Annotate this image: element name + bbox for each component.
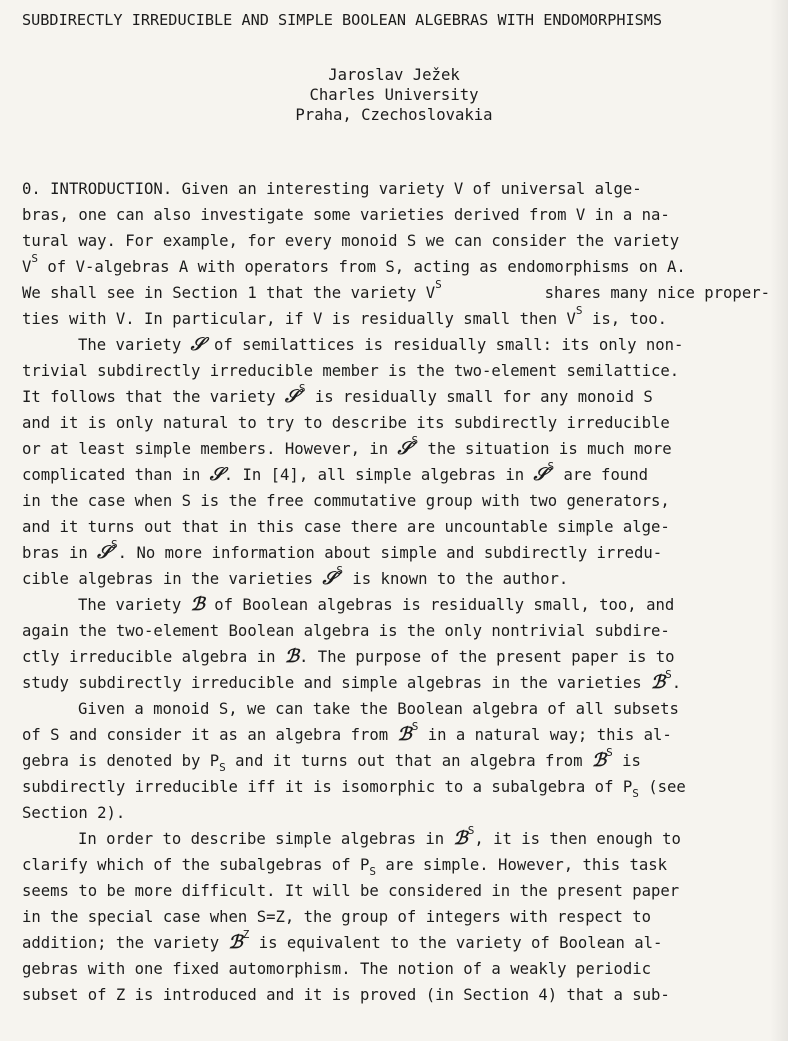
text-line: in the special case when S=Z, the group of integers with respect to	[22, 908, 652, 926]
semilattice-symbol: 𝒮	[209, 464, 224, 485]
text-line: cible algebras in the varieties 𝒮$^S$ is known to the author.	[22, 564, 569, 589]
semilattice-symbol: 𝒮	[284, 386, 299, 407]
text-line: Given a monoid S, we can take the Boolean algebra of all subsets	[78, 700, 679, 718]
author-block	[0, 65, 788, 125]
author-name: Jaroslav Ježek	[328, 66, 460, 84]
text-line: The variety ℬ of Boolean algebras is residually small, too, and	[78, 594, 675, 615]
text-line: ctly irreducible algebra in ℬ. The purpose of the present paper is to	[22, 646, 675, 667]
text-line: subset of Z is introduced and it is proved (in Section 4) that a sub-	[22, 986, 670, 1004]
text-line: We shall see in Section 1 that the variety $V^S$ shares many nice proper-	[22, 278, 770, 302]
text-line: It follows that the variety 𝒮$^S$ is residually small for any monoid S	[22, 382, 653, 407]
text-line: 0. INTRODUCTION. Given an interesting variety V of universal alge-	[22, 180, 642, 198]
text-line: $V^S$ of V-algebras A with operators from S, acting as endomorphisms on A.	[22, 252, 686, 276]
text-line: gebra is denoted by $P_S$ and it turns out that an algebra from ℬ$^S$ is	[22, 746, 641, 774]
boolean-symbol: ℬ	[284, 646, 300, 667]
text-line: subdirectly irreducible iff it is isomorphic to a subalgebra of $P_S$ (see	[22, 778, 686, 800]
text-line: of S and consider it as an algebra from ℬ$^S$ in a natural way; this al-	[22, 720, 672, 745]
author-location: Praha, Czechoslovakia	[295, 106, 493, 124]
semilattice-symbol: 𝒮	[533, 464, 548, 485]
text-line: or at least simple members. However, in 𝒮$^S$ the situation is much more	[22, 434, 672, 459]
boolean-symbol: ℬ	[651, 672, 666, 693]
superscript: S	[31, 252, 39, 265]
paper-body	[22, 176, 770, 1008]
text-line: The variety 𝒮 of semilattices is residually small: its only non-	[78, 334, 684, 355]
semilattice-symbol: 𝒮	[322, 568, 337, 589]
boolean-symbol: ℬ	[190, 594, 205, 615]
text-line: in the case when S is the free commutative group with two generators,	[22, 492, 670, 510]
semilattice-symbol: 𝒮	[97, 542, 112, 563]
text-line: In order to describe simple algebras in ℬ$^S$, it is then enough to	[78, 824, 681, 849]
text-line: tural way. For example, for every monoid S we can consider the variety	[22, 232, 680, 250]
page-edge-shadow	[770, 0, 788, 1041]
text-line: and it turns out that in this case there are uncountable simple alge-	[22, 518, 670, 536]
boolean-symbol: ℬ	[453, 828, 468, 849]
text-line: clarify which of the subalgebras of $P_S$ are simple. However, this task	[22, 856, 668, 878]
variety-symbol: V	[22, 258, 32, 276]
semilattice-symbol: 𝒮	[190, 334, 205, 355]
text-line: complicated than in 𝒮. In [4], all simple algebras in 𝒮$^S$ are found	[22, 460, 648, 485]
text-line: again the two-element Boolean algebra is the only nontrivial subdire-	[22, 622, 670, 640]
boolean-symbol: ℬ	[228, 932, 243, 953]
text-line: bras in 𝒮$^S$. No more information about simple and subdirectly irredu-	[22, 538, 663, 563]
semilattice-symbol: 𝒮	[397, 438, 412, 459]
text-line: bras, one can also investigate some varieties derived from V in a na-	[22, 206, 670, 224]
text-line: and it is only natural to try to describe its subdirectly irreducible	[22, 414, 670, 432]
text-line: seems to be more difficult. It will be considered in the present paper	[22, 882, 680, 900]
boolean-symbol: ℬ	[397, 724, 412, 745]
text-line: ties with V. In particular, if V is residually small then $V^S$ is, too.	[22, 304, 668, 328]
text-line: Section 2).	[22, 804, 126, 822]
text-line: trivial subdirectly irreducible member is the two-element semilattice.	[22, 362, 680, 380]
boolean-symbol: ℬ	[591, 750, 607, 771]
text-line: gebras with one fixed automorphism. The notion of a weakly periodic	[22, 960, 652, 978]
text-line: study subdirectly irreducible and simple algebras in the varieties ℬ$^S$.	[22, 668, 682, 693]
author-affiliation: Charles University	[309, 86, 479, 104]
paper-title: SUBDIRECTLY IRREDUCIBLE AND SIMPLE BOOLEAN ALGEBRAS WITH ENDOMORPHISMS	[22, 11, 663, 29]
text-line: addition; the variety ℬ$^Z$ is equivalent to the variety of Boolean al-	[22, 928, 663, 953]
